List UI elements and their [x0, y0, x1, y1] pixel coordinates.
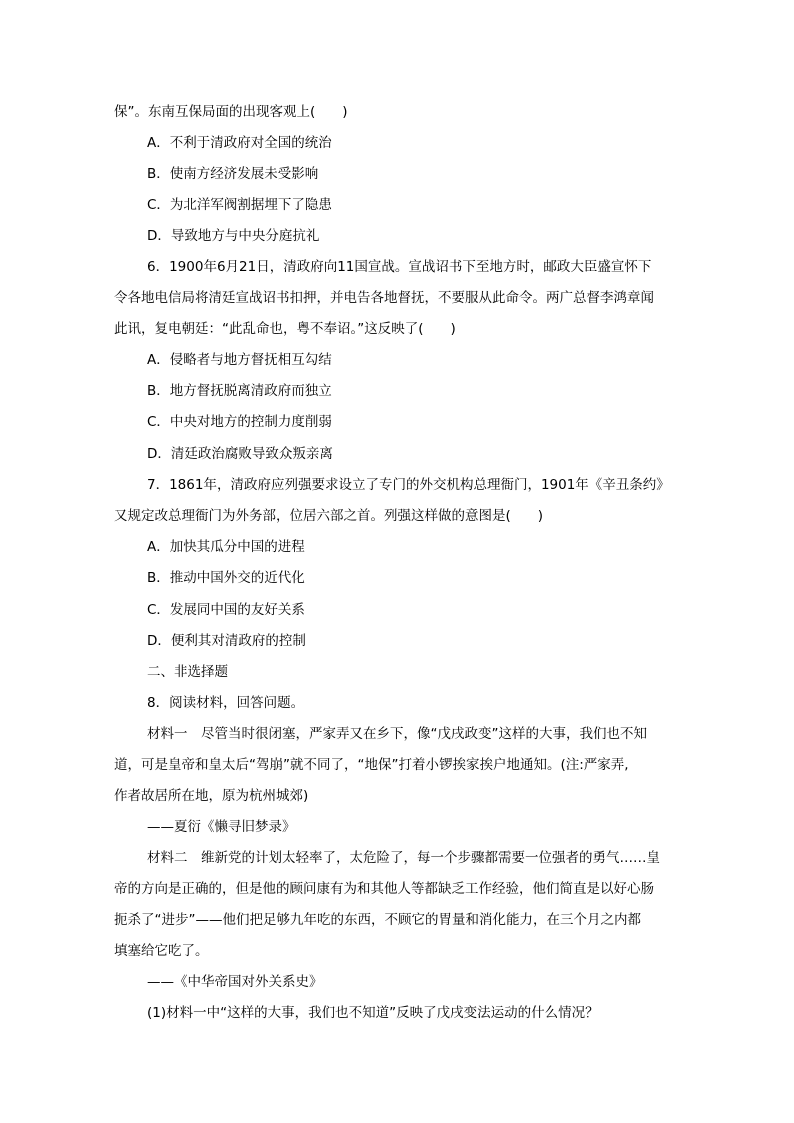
material-2-line-4: 填塞给它吃了。: [114, 943, 209, 959]
material-2-line-3: 扼杀了“进步”——他们把足够九年吃的东西，不顾它的胃量和消化能力，在三个月之内都: [114, 912, 641, 928]
q6-option-d: D．清廷政治腐败导致众叛亲离: [147, 446, 333, 462]
q6-option-c: C．中央对地方的控制力度削弱: [147, 414, 332, 430]
q7-stem-line-2: 又规定改总理衙门为外务部，位居六部之首。列强这样做的意图是( ): [114, 508, 544, 524]
material-1-line-1: 材料一 尽管当时很闭塞，严家弄又在乡下，像“戊戌政变”这样的大事，我们也不知: [147, 726, 647, 742]
q5-option-b: B．使南方经济发展未受影响: [147, 166, 319, 182]
q7-option-d: D．便利其对清政府的控制: [147, 633, 306, 649]
material-1-source: ——夏衍《懒寻旧梦录》: [147, 819, 296, 835]
q6-option-b: B．地方督抚脱离清政府而独立: [147, 383, 332, 399]
material-1-line-2: 道，可是皇帝和皇太后“驾崩”就不同了，“地保”打着小锣挨家挨户地通知。(注:严家弄,: [114, 757, 629, 773]
material-2-line-2: 帝的方向是正确的，但是他的顾问康有为和其他人等都缺乏工作经验，他们简直是以好心肠: [114, 881, 654, 897]
q7-option-b: B．推动中国外交的近代化: [147, 570, 305, 586]
material-2-line-1: 材料二 维新党的计划太轻率了，太危险了，每一个步骤都需要一位强者的勇气……皇: [147, 850, 660, 866]
q6-stem-line-2: 令各地电信局将清廷宣战诏书扣押，并电告各地督抚，不要服从此命令。两广总督李鸿章闻: [114, 290, 654, 306]
section-heading: 二、非选择题: [147, 664, 228, 680]
q6-stem-line-3: 此讯，复电朝廷：“此乱命也，粤不奉诏。”这反映了( ): [114, 321, 456, 337]
q5-stem-continuation: 保”。东南互保局面的出现客观上( ): [114, 104, 348, 120]
q8-stem: 8．阅读材料，回答问题。: [147, 695, 305, 711]
material-1-line-3: 作者故居所在地，原为杭州城郊): [114, 788, 309, 804]
q5-option-c: C．为北洋军阀割据埋下了隐患: [147, 197, 332, 213]
q6-stem-line-1: 6．1900年6月21日，清政府向11国宣战。宣战诏书下至地方时，邮政大臣盛宣怀下: [147, 259, 652, 275]
q7-option-c: C．发展同中国的友好关系: [147, 602, 305, 618]
material-2-source: ——《中华帝国对外关系史》: [147, 974, 323, 990]
q7-option-a: A．加快其瓜分中国的进程: [147, 539, 305, 555]
q5-option-a: A．不利于清政府对全国的统治: [147, 135, 332, 151]
q5-option-d: D．导致地方与中央分庭抗礼: [147, 228, 320, 244]
q7-stem-line-1: 7．1861年，清政府应列强要求设立了专门的外交机构总理衙门，1901年《辛丑条约》: [147, 477, 670, 493]
q6-option-a: A．侵略者与地方督抚相互勾结: [147, 352, 332, 368]
q8-sub-question-1: (1)材料一中“这样的大事，我们也不知道”反映了戊戌变法运动的什么情况？: [147, 1005, 599, 1021]
